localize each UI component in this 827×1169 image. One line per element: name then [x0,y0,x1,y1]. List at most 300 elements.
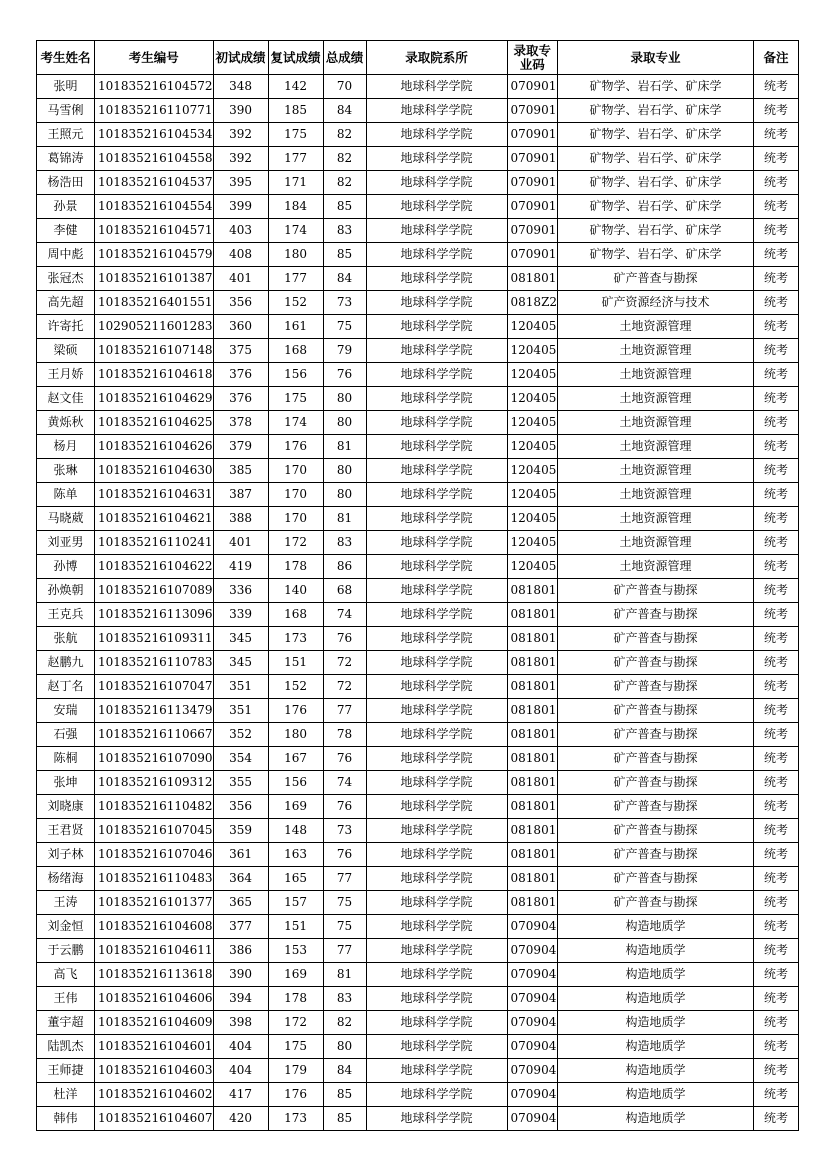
cell-department: 地球科学学院 [366,339,507,363]
cell-exam-id: 101835216107045 [95,819,214,843]
cell-retest-score: 184 [268,195,323,219]
cell-exam-id: 101835216104537 [95,171,214,195]
cell-name: 刘子林 [37,843,95,867]
cell-total-score: 76 [323,627,366,651]
cell-name: 王涛 [37,891,95,915]
cell-department: 地球科学学院 [366,867,507,891]
cell-department: 地球科学学院 [366,219,507,243]
cell-exam-id: 101835216104534 [95,123,214,147]
table-row [37,1107,799,1131]
cell-major: 矿产普查与勘探 [558,795,754,819]
header-initial-score: 初试成绩 [213,41,268,75]
cell-retest-score: 168 [268,603,323,627]
header-remark: 备注 [754,41,799,75]
cell-remark: 统考 [754,771,799,795]
cell-name: 陆凯杰 [37,1035,95,1059]
cell-major-code: 081801 [507,723,558,747]
cell-initial-score: 379 [213,435,268,459]
cell-exam-id: 101835216113096 [95,603,214,627]
cell-major: 构造地质学 [558,987,754,1011]
cell-remark: 统考 [754,291,799,315]
cell-department: 地球科学学院 [366,387,507,411]
cell-total-score: 81 [323,435,366,459]
cell-major-code: 0818Z2 [507,291,558,315]
header-major-code: 录取专业码 [507,41,558,75]
table-row [37,507,799,531]
cell-major: 矿产普查与勘探 [558,723,754,747]
cell-exam-id: 101835216107090 [95,747,214,771]
cell-name: 孙焕朝 [37,579,95,603]
cell-major: 矿物学、岩石学、矿床学 [558,75,754,99]
cell-name: 杜洋 [37,1083,95,1107]
cell-retest-score: 174 [268,219,323,243]
cell-remark: 统考 [754,1059,799,1083]
cell-remark: 统考 [754,675,799,699]
cell-total-score: 76 [323,363,366,387]
table-row [37,411,799,435]
cell-name: 王克兵 [37,603,95,627]
cell-retest-score: 175 [268,1035,323,1059]
table-row [37,243,799,267]
cell-retest-score: 152 [268,675,323,699]
cell-department: 地球科学学院 [366,435,507,459]
cell-department: 地球科学学院 [366,243,507,267]
cell-retest-score: 177 [268,147,323,171]
cell-major-code: 070904 [507,915,558,939]
cell-name: 孙博 [37,555,95,579]
cell-department: 地球科学学院 [366,411,507,435]
cell-major: 构造地质学 [558,1059,754,1083]
cell-major: 矿物学、岩石学、矿床学 [558,171,754,195]
cell-remark: 统考 [754,99,799,123]
cell-retest-score: 176 [268,699,323,723]
cell-major-code: 070904 [507,1059,558,1083]
cell-initial-score: 355 [213,771,268,795]
cell-name: 石强 [37,723,95,747]
cell-name: 陈单 [37,483,95,507]
cell-major-code: 120405 [507,435,558,459]
cell-initial-score: 390 [213,963,268,987]
cell-initial-score: 387 [213,483,268,507]
header-row [37,41,799,75]
cell-total-score: 77 [323,867,366,891]
table-row [37,75,799,99]
cell-major: 矿物学、岩石学、矿床学 [558,243,754,267]
cell-department: 地球科学学院 [366,891,507,915]
table-row [37,435,799,459]
cell-exam-id: 101835216104608 [95,915,214,939]
cell-retest-score: 175 [268,123,323,147]
cell-name: 王照元 [37,123,95,147]
cell-remark: 统考 [754,891,799,915]
table-row [37,531,799,555]
cell-retest-score: 176 [268,435,323,459]
cell-department: 地球科学学院 [366,1083,507,1107]
table-row [37,699,799,723]
cell-department: 地球科学学院 [366,699,507,723]
cell-remark: 统考 [754,339,799,363]
cell-initial-score: 339 [213,603,268,627]
cell-total-score: 72 [323,675,366,699]
cell-major: 构造地质学 [558,963,754,987]
cell-department: 地球科学学院 [366,267,507,291]
cell-major: 矿产普查与勘探 [558,819,754,843]
table-row [37,891,799,915]
cell-exam-id: 101835216104572 [95,75,214,99]
cell-department: 地球科学学院 [366,795,507,819]
cell-retest-score: 148 [268,819,323,843]
cell-retest-score: 153 [268,939,323,963]
cell-retest-score: 180 [268,243,323,267]
cell-major: 矿产普查与勘探 [558,627,754,651]
table-row [37,675,799,699]
cell-major-code: 070904 [507,939,558,963]
cell-total-score: 81 [323,963,366,987]
cell-name: 周中彪 [37,243,95,267]
cell-total-score: 83 [323,531,366,555]
cell-major-code: 070901 [507,99,558,123]
cell-initial-score: 376 [213,387,268,411]
cell-retest-score: 176 [268,1083,323,1107]
cell-total-score: 83 [323,219,366,243]
cell-remark: 统考 [754,699,799,723]
cell-exam-id: 101835216110771 [95,99,214,123]
cell-exam-id: 102905211601283 [95,315,214,339]
cell-total-score: 77 [323,939,366,963]
cell-total-score: 73 [323,291,366,315]
cell-initial-score: 388 [213,507,268,531]
cell-exam-id: 101835216107089 [95,579,214,603]
cell-total-score: 86 [323,555,366,579]
cell-exam-id: 101835216104607 [95,1107,214,1131]
cell-total-score: 78 [323,723,366,747]
cell-major-code: 070901 [507,219,558,243]
cell-exam-id: 101835216104611 [95,939,214,963]
cell-exam-id: 101835216113618 [95,963,214,987]
cell-major: 矿物学、岩石学、矿床学 [558,195,754,219]
cell-remark: 统考 [754,411,799,435]
cell-remark: 统考 [754,1083,799,1107]
cell-initial-score: 375 [213,339,268,363]
cell-name: 张琳 [37,459,95,483]
cell-department: 地球科学学院 [366,315,507,339]
cell-major: 矿物学、岩石学、矿床学 [558,219,754,243]
table-row [37,339,799,363]
cell-remark: 统考 [754,651,799,675]
cell-major-code: 070904 [507,987,558,1011]
table-row [37,603,799,627]
cell-major-code: 081801 [507,891,558,915]
cell-department: 地球科学学院 [366,459,507,483]
cell-exam-id: 101835216104618 [95,363,214,387]
cell-major-code: 081801 [507,867,558,891]
cell-major: 土地资源管理 [558,531,754,555]
cell-remark: 统考 [754,147,799,171]
table-row [37,483,799,507]
cell-department: 地球科学学院 [366,819,507,843]
cell-retest-score: 165 [268,867,323,891]
cell-retest-score: 173 [268,1107,323,1131]
cell-major: 土地资源管理 [558,315,754,339]
cell-initial-score: 395 [213,171,268,195]
cell-remark: 统考 [754,267,799,291]
cell-major: 土地资源管理 [558,507,754,531]
cell-total-score: 83 [323,987,366,1011]
cell-exam-id: 101835216104571 [95,219,214,243]
cell-total-score: 76 [323,795,366,819]
cell-department: 地球科学学院 [366,771,507,795]
cell-total-score: 85 [323,195,366,219]
cell-retest-score: 178 [268,987,323,1011]
cell-retest-score: 163 [268,843,323,867]
cell-department: 地球科学学院 [366,1035,507,1059]
cell-name: 王月娇 [37,363,95,387]
cell-department: 地球科学学院 [366,483,507,507]
cell-initial-score: 378 [213,411,268,435]
cell-retest-score: 140 [268,579,323,603]
cell-total-score: 75 [323,315,366,339]
cell-retest-score: 173 [268,627,323,651]
cell-major-code: 081801 [507,675,558,699]
cell-major: 矿产普查与勘探 [558,267,754,291]
cell-initial-score: 356 [213,291,268,315]
cell-initial-score: 392 [213,123,268,147]
cell-department: 地球科学学院 [366,747,507,771]
cell-name: 张坤 [37,771,95,795]
cell-retest-score: 152 [268,291,323,315]
cell-name: 赵鹏九 [37,651,95,675]
cell-major-code: 081801 [507,795,558,819]
cell-initial-score: 398 [213,1011,268,1035]
cell-major: 构造地质学 [558,1011,754,1035]
cell-major: 土地资源管理 [558,387,754,411]
cell-initial-score: 361 [213,843,268,867]
cell-major-code: 120405 [507,459,558,483]
table-row [37,315,799,339]
cell-remark: 统考 [754,507,799,531]
table-row [37,771,799,795]
cell-retest-score: 178 [268,555,323,579]
cell-exam-id: 101835216104554 [95,195,214,219]
cell-major: 矿产普查与勘探 [558,579,754,603]
cell-name: 杨浩田 [37,171,95,195]
cell-total-score: 79 [323,339,366,363]
cell-department: 地球科学学院 [366,843,507,867]
cell-total-score: 73 [323,819,366,843]
cell-retest-score: 172 [268,531,323,555]
cell-exam-id: 101835216104609 [95,1011,214,1035]
cell-name: 张航 [37,627,95,651]
cell-initial-score: 401 [213,267,268,291]
cell-major-code: 070901 [507,75,558,99]
cell-major-code: 070901 [507,171,558,195]
cell-major-code: 081801 [507,579,558,603]
cell-remark: 统考 [754,75,799,99]
cell-remark: 统考 [754,867,799,891]
cell-initial-score: 394 [213,987,268,1011]
cell-major-code: 070904 [507,1107,558,1131]
cell-total-score: 75 [323,915,366,939]
cell-initial-score: 360 [213,315,268,339]
table-row [37,747,799,771]
cell-retest-score: 156 [268,771,323,795]
cell-major: 矿产普查与勘探 [558,603,754,627]
cell-name: 赵文佳 [37,387,95,411]
cell-remark: 统考 [754,795,799,819]
cell-remark: 统考 [754,579,799,603]
cell-remark: 统考 [754,1011,799,1035]
cell-exam-id: 101835216110667 [95,723,214,747]
cell-name: 杨月 [37,435,95,459]
cell-major: 构造地质学 [558,915,754,939]
cell-major: 构造地质学 [558,1107,754,1131]
cell-major-code: 120405 [507,339,558,363]
cell-exam-id: 101835216104629 [95,387,214,411]
cell-remark: 统考 [754,939,799,963]
cell-exam-id: 101835216107046 [95,843,214,867]
cell-retest-score: 161 [268,315,323,339]
cell-major-code: 081801 [507,699,558,723]
cell-initial-score: 348 [213,75,268,99]
cell-total-score: 85 [323,243,366,267]
admission-table [36,40,799,1131]
cell-major-code: 120405 [507,411,558,435]
table-row [37,1083,799,1107]
table-row [37,819,799,843]
cell-remark: 统考 [754,435,799,459]
cell-initial-score: 345 [213,651,268,675]
cell-exam-id: 101835216104622 [95,555,214,579]
table-row [37,219,799,243]
cell-initial-score: 404 [213,1035,268,1059]
table-row [37,723,799,747]
cell-initial-score: 404 [213,1059,268,1083]
cell-name: 高先超 [37,291,95,315]
cell-major-code: 070901 [507,147,558,171]
cell-name: 葛锦涛 [37,147,95,171]
table-row [37,459,799,483]
table-row [37,387,799,411]
cell-department: 地球科学学院 [366,507,507,531]
cell-total-score: 80 [323,411,366,435]
cell-major: 矿物学、岩石学、矿床学 [558,99,754,123]
cell-major-code: 081801 [507,603,558,627]
cell-total-score: 84 [323,267,366,291]
cell-name: 王师捷 [37,1059,95,1083]
cell-department: 地球科学学院 [366,75,507,99]
cell-retest-score: 185 [268,99,323,123]
table-row [37,651,799,675]
cell-exam-id: 101835216104621 [95,507,214,531]
cell-name: 刘亚男 [37,531,95,555]
cell-major: 矿产普查与勘探 [558,771,754,795]
cell-total-score: 85 [323,1083,366,1107]
cell-major: 构造地质学 [558,939,754,963]
cell-major: 矿产普查与勘探 [558,867,754,891]
cell-major-code: 070901 [507,123,558,147]
cell-total-score: 75 [323,891,366,915]
table-row [37,291,799,315]
cell-remark: 统考 [754,123,799,147]
cell-exam-id: 101835216110783 [95,651,214,675]
cell-total-score: 82 [323,171,366,195]
cell-department: 地球科学学院 [366,555,507,579]
cell-exam-id: 101835216104603 [95,1059,214,1083]
table-row [37,1059,799,1083]
cell-total-score: 85 [323,1107,366,1131]
cell-exam-id: 101835216104602 [95,1083,214,1107]
cell-total-score: 81 [323,507,366,531]
cell-major: 矿产普查与勘探 [558,675,754,699]
cell-retest-score: 151 [268,651,323,675]
cell-retest-score: 168 [268,339,323,363]
cell-major: 土地资源管理 [558,435,754,459]
cell-major: 土地资源管理 [558,411,754,435]
cell-remark: 统考 [754,555,799,579]
header-total-score: 总成绩 [323,41,366,75]
cell-retest-score: 180 [268,723,323,747]
cell-initial-score: 365 [213,891,268,915]
cell-major-code: 081801 [507,771,558,795]
cell-remark: 统考 [754,603,799,627]
table-row [37,555,799,579]
table-row [37,915,799,939]
cell-retest-score: 175 [268,387,323,411]
cell-total-score: 82 [323,1011,366,1035]
cell-remark: 统考 [754,315,799,339]
cell-name: 杨绪海 [37,867,95,891]
cell-retest-score: 156 [268,363,323,387]
table-row [37,579,799,603]
table-row [37,939,799,963]
cell-major: 土地资源管理 [558,339,754,363]
cell-initial-score: 356 [213,795,268,819]
cell-exam-id: 101835216101377 [95,891,214,915]
cell-department: 地球科学学院 [366,123,507,147]
header-retest-score: 复试成绩 [268,41,323,75]
cell-remark: 统考 [754,723,799,747]
cell-total-score: 82 [323,123,366,147]
cell-total-score: 76 [323,747,366,771]
cell-exam-id: 101835216107148 [95,339,214,363]
cell-remark: 统考 [754,363,799,387]
cell-total-score: 74 [323,771,366,795]
cell-major: 构造地质学 [558,1083,754,1107]
table-row [37,843,799,867]
cell-exam-id: 101835216104606 [95,987,214,1011]
cell-department: 地球科学学院 [366,195,507,219]
cell-exam-id: 101835216104558 [95,147,214,171]
cell-retest-score: 171 [268,171,323,195]
cell-exam-id: 101835216104579 [95,243,214,267]
cell-name: 陈桐 [37,747,95,771]
cell-exam-id: 101835216110482 [95,795,214,819]
cell-initial-score: 352 [213,723,268,747]
table-row [37,627,799,651]
cell-remark: 统考 [754,243,799,267]
cell-total-score: 84 [323,1059,366,1083]
table-row [37,1011,799,1035]
cell-name: 马晓葳 [37,507,95,531]
table-row [37,867,799,891]
table-row [37,123,799,147]
cell-initial-score: 386 [213,939,268,963]
cell-exam-id: 101835216110483 [95,867,214,891]
cell-retest-score: 172 [268,1011,323,1035]
table-row [37,987,799,1011]
cell-major-code: 070904 [507,1011,558,1035]
cell-total-score: 72 [323,651,366,675]
